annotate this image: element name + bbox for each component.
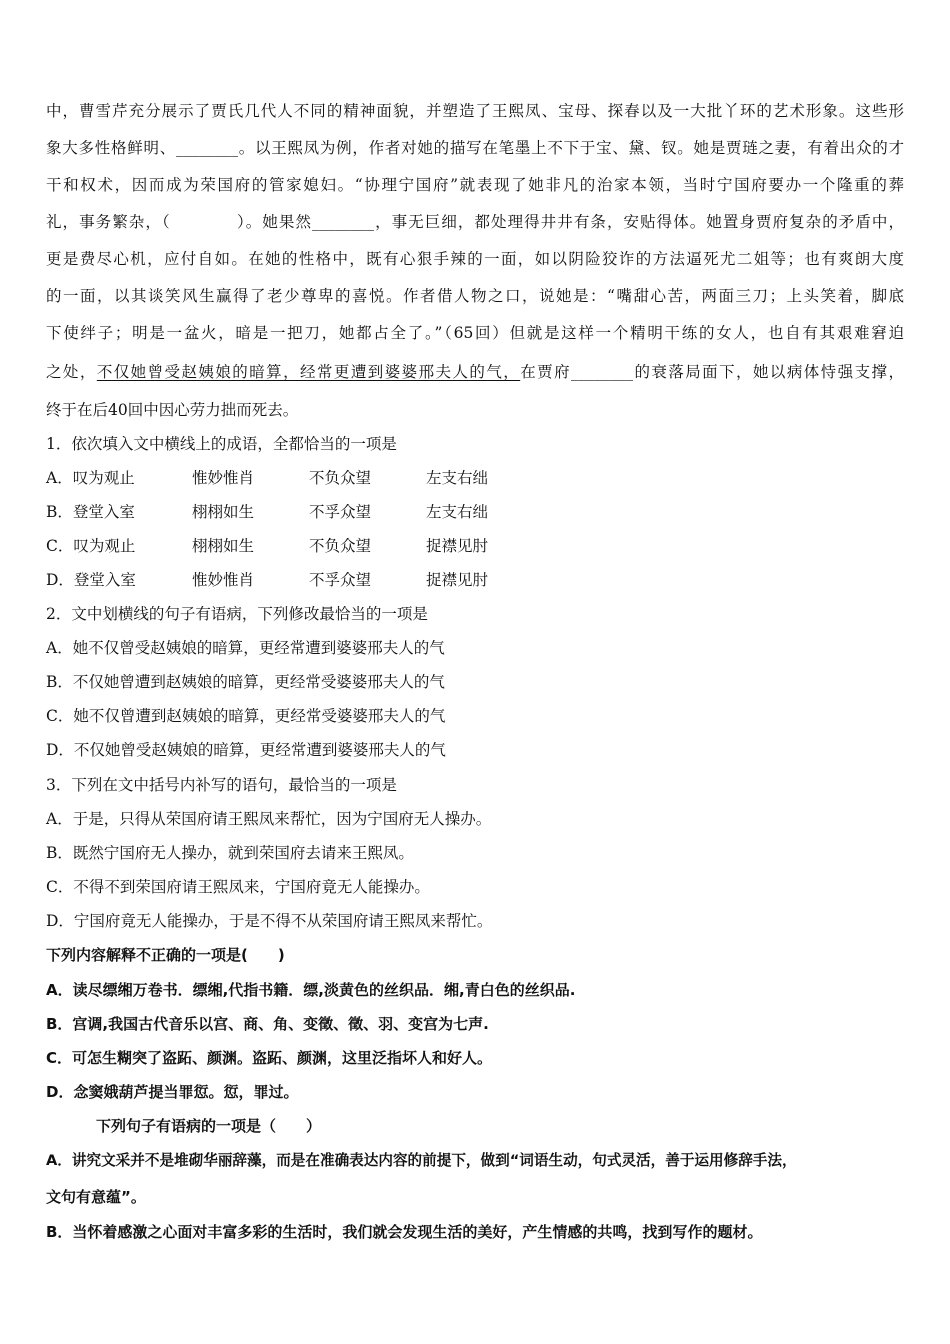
q5-option-a-line-2: 文句有意蕴”。 (46, 1188, 146, 1206)
passage-line-6: 的一面，以其谈笑风生赢得了老少尊卑的喜悦。作者借人物之口，说她是：“嘴甜心苦，两面三刀；上头笑着，脚底 (46, 287, 904, 305)
q2-option-d: D．不仅她曾受赵姨娘的暗算，更经常遭到婆婆邢夫人的气 (46, 741, 446, 759)
q4-option-c: C．可怎生糊突了盗跖、颜渊。盗跖、颜渊，这里泛指坏人和好人。 (46, 1049, 493, 1067)
q4-stem: 下列内容解释不正确的一项是( ) (46, 946, 285, 964)
underlined-sentence: 不仅她曾受赵姨娘的暗算，经常更遭到婆婆邢夫人的气， (96, 363, 521, 381)
passage-line-4: 礼，事务繁杂，（ ）。她果然________，事无巨细，都处理得井井有条，安贴得体。她置身贾府复杂的矛盾中， (46, 213, 904, 231)
q3-option-c: C．不得不到荣国府请王熙凤来，宁国府竟无人能操办。 (46, 878, 430, 896)
q4-option-a: A．读尽缥缃万卷书．缥缃,代指书籍．缥,淡黄色的丝织品．缃,青白色的丝织品. (46, 981, 576, 999)
q4-option-b: B．宫调,我国古代音乐以宫、商、角、变徵、徵、羽、变宫为七声. (46, 1015, 489, 1033)
passage-line-5: 更是费尽心机，应付自如。在她的性格中，既有心狠手辣的一面，如以阴险狡诈的方法逼死尤二姐等；也有爽朗大度 (46, 250, 904, 268)
passage-line-7: 下使绊子；明是一盆火，暗是一把刀，她都占全了。”（65回）但就是这样一个精明干练的女人，也自有其艰难窘迫 (46, 324, 904, 342)
passage-line-3: 干和权术，因而成为荣国府的管家媳妇。“协理宁国府”就表现了她非凡的治家本领，当时宁国府要办一个隆重的葬 (46, 176, 904, 194)
q3-option-a: A．于是，只得从荣国府请王熙凤来帮忙，因为宁国府无人操办。 (46, 810, 492, 828)
passage-line-8-post: 在贾府________的衰落局面下，她以病体恃强支撑， (520, 363, 904, 381)
q3-option-b: B．既然宁国府无人操办，就到荣国府去请来王熙凤。 (46, 844, 414, 862)
q1-option-b: B．登堂入室 栩栩如生 不孚众望 左支右绌 (46, 503, 489, 521)
passage-line-2: 象大多性格鲜明、________。以王熙凤为例，作者对她的描写在笔墨上不下于宝、黛、钗。她是贾琏之妻，有着出众的才 (46, 139, 904, 157)
passage-line-1: 中，曹雪芹充分展示了贾氏几代人不同的精神面貌，并塑造了王熙凤、宝母、探春以及一大批丫环的艺术形象。这些形 (46, 102, 904, 120)
q3-stem: 3．下列在文中括号内补写的语句，最恰当的一项是 (46, 776, 397, 794)
q2-option-c: C．她不仅曾遭到赵姨娘的暗算，更经常受婆婆邢夫人的气 (46, 707, 446, 725)
q5-option-b: B．当怀着感激之心面对丰富多彩的生活时，我们就会发现生活的美好，产生情感的共鸣，找到写作的题材。 (46, 1223, 763, 1241)
q3-option-d: D．宁国府竟无人能操办，于是不得不从荣国府请王熙凤来帮忙。 (46, 912, 493, 930)
q5-option-a-line-1: A．讲究文采并不是堆砌华丽辞藻，而是在准确表达内容的前提下，做到“词语生动，句式灵活，善于运用修辞手法， (46, 1152, 797, 1169)
q1-option-c: C．叹为观止 栩栩如生 不负众望 捉襟见肘 (46, 537, 489, 555)
q5-stem: 下列句子有语病的一项是（ ） (96, 1117, 322, 1135)
q2-option-b: B．不仅她曾遭到赵姨娘的暗算，更经常受婆婆邢夫人的气 (46, 673, 445, 691)
q2-option-a: A．她不仅曾受赵姨娘的暗算，更经常遭到婆婆邢夫人的气 (46, 639, 445, 657)
q4-option-d: D．念窦娥葫芦提当罪愆。愆，罪过。 (46, 1083, 299, 1101)
q2-stem: 2．文中划横线的句子有语病，下列修改最恰当的一项是 (46, 605, 428, 623)
passage-line-9: 终于在后40回中因心劳力拙而死去。 (46, 401, 299, 419)
q1-option-d: D．登堂入室 惟妙惟肖 不孚众望 捉襟见肘 (46, 571, 489, 589)
q1-option-a: A．叹为观止 惟妙惟肖 不负众望 左支右绌 (46, 469, 489, 487)
passage-line-8-pre: 之处， (46, 363, 97, 381)
q1-stem: 1．依次填入文中横线上的成语，全都恰当的一项是 (46, 435, 397, 453)
passage-line-8 (46, 362, 904, 382)
